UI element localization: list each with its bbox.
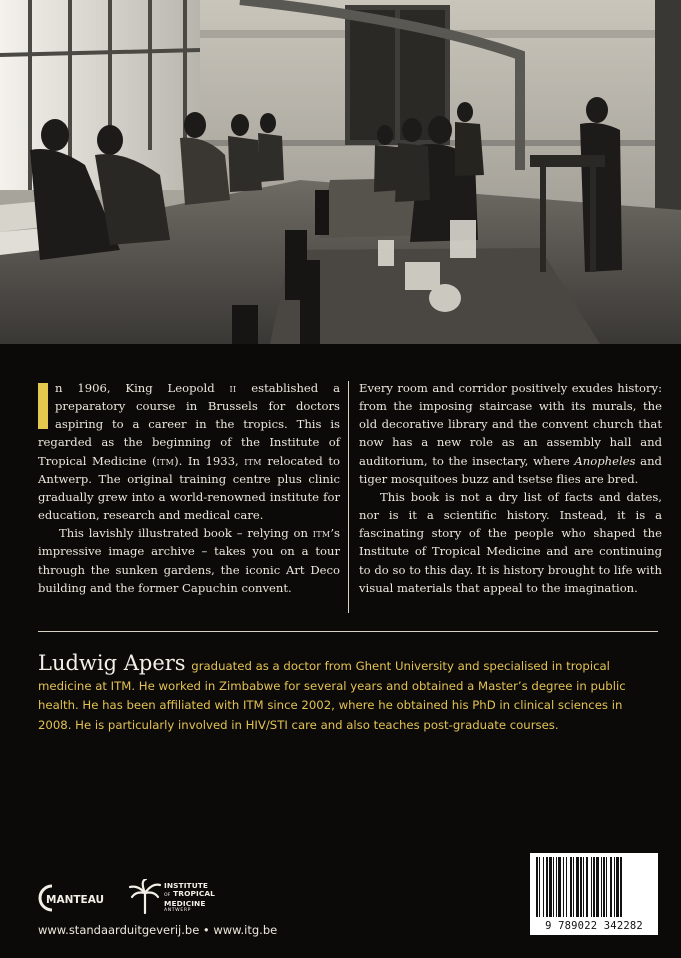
blurb-left-column (38, 379, 340, 597)
author-name: Ludwig Apers (38, 651, 186, 675)
barcode-bar (556, 857, 557, 917)
itm-logo (128, 879, 162, 919)
p1-text-a: n 1906, King Leopold (55, 381, 230, 395)
barcode-bar (536, 857, 538, 917)
itm-line-4: ANTWERP (164, 907, 191, 913)
blurb-right-column (359, 379, 662, 597)
barcode-number: 9 789022 342282 (545, 920, 643, 932)
barcode-bar (576, 857, 579, 917)
barcode-bar (616, 857, 619, 917)
barcode-bar (563, 857, 564, 917)
manteau-label: MANTEAU (46, 894, 105, 906)
barcode-bar (586, 857, 588, 917)
barcode-bar (543, 857, 544, 917)
barcode-bar (573, 857, 574, 917)
roman-numeral: ii (229, 381, 237, 395)
itm-abbrev: itm (244, 453, 262, 468)
p1-text-d: relocated to Antwerp. The original training centre plus clinic gradually grew into a world-renowned institute for education, research and medical care. (38, 453, 340, 523)
historic-lecture-hall-photo (0, 0, 681, 344)
cover-photo (0, 0, 681, 344)
barcode-bar (603, 857, 605, 917)
barcode-bar (570, 857, 572, 917)
itm-line-3: MEDICINE (164, 898, 206, 908)
barcode-bar (549, 857, 552, 917)
p2-text-a: This lavishly illustrated book – relying on (59, 526, 313, 541)
p1-text-b: established a preparatory course in Brussels for doctors aspiring to a career in the tropics. This is regarded as the beginning of the Institute of Tropical Medicine ( (38, 381, 341, 468)
itm-line-2-small: OF (164, 892, 171, 898)
publisher-websites: www.standaarduitgeverij.be • www.itg.be (38, 923, 278, 937)
barcode-bar (610, 857, 612, 917)
isbn-barcode (530, 853, 658, 935)
itm-logo-text (164, 882, 215, 913)
anopheles-italic: Anopheles (574, 453, 636, 468)
p4-text: This book is not a dry list of facts and dates, nor is it a scientific history. Instead, it is a fascinating story of the people who shaped the Institute of Tropical Medicine and are continuing to do so to this day. It is history brought to life with visual materials that appeal to the imagination. (359, 489, 662, 595)
barcode-bar (606, 857, 607, 917)
author-bio-text: graduated as a doctor from Ghent University and specialised in tropical medicine at ITM. He worked in Zimbabwe for several years and obtained a Master’s degree in public health. He has been affiliated with ITM since 2002, where he obtained his PhD in clinical sciences in 2008. He is particularly involved in HIV/STI care and also teaches post-graduate courses. (38, 659, 626, 732)
p1-text-c: ). In 1933, (174, 453, 245, 468)
section-divider (38, 631, 658, 632)
barcode-bar (553, 857, 554, 917)
p3-text-b: and tiger mosquitoes buzz and tsetse flies are bred. (359, 453, 662, 486)
column-divider (348, 381, 349, 613)
barcode-bar (596, 857, 599, 917)
barcode-bar (558, 857, 561, 917)
barcode-bar (601, 857, 602, 917)
author-bio (38, 651, 658, 735)
barcode-bar (546, 857, 548, 917)
itm-line-2: TROPICAL (173, 888, 215, 898)
barcode-bar (593, 857, 595, 917)
itm-abbrev: itm (156, 453, 175, 468)
palm-tree-icon (128, 879, 162, 915)
barcode-bar (566, 857, 567, 917)
itm-abbrev: itm (312, 526, 331, 541)
barcode-bar (539, 857, 540, 917)
dropcap-letter: I (38, 383, 48, 429)
barcode-bar (591, 857, 592, 917)
barcode-bar (614, 857, 615, 917)
itm-line-1: INSTITUTE (164, 881, 209, 890)
barcode-bar (580, 857, 582, 917)
p2-text-b: ’s impressive image archive – takes you on a tour through the sunken gardens, the iconic Art Deco building and the former Capuchin convent. (38, 526, 340, 595)
manteau-logo (37, 883, 115, 917)
p3-text-a: Every room and corridor positively exudes history: from the imposing staircase with its murals, the old decorative library and the convent church that now has a new role as an assembly hall and auditorium, to the insectary, where (359, 381, 662, 468)
barcode-bar (620, 857, 622, 917)
barcode-bars (530, 853, 658, 919)
barcode-bar (583, 857, 584, 917)
